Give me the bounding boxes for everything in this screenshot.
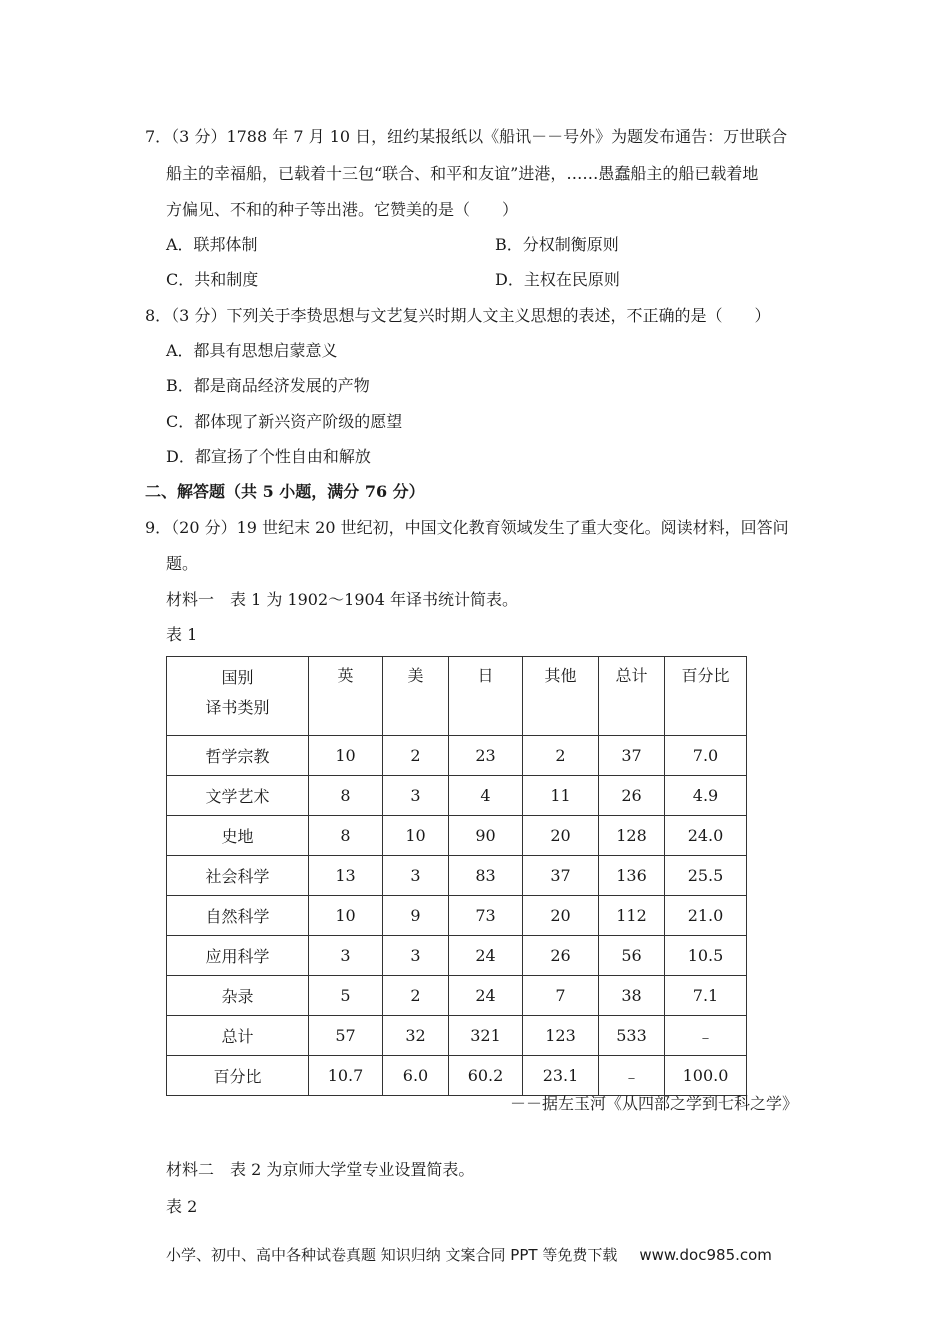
table-cell: 8 (309, 816, 383, 856)
table-cell: 26 (599, 776, 665, 816)
table-cell: 24 (449, 976, 523, 1016)
row-category-cell: 杂录 (167, 976, 309, 1016)
q7-option-d: D．主权在民原则 (495, 270, 620, 289)
row-category-cell: 自然科学 (167, 896, 309, 936)
table-cell: 10.7 (309, 1056, 383, 1096)
table-cell: 3 (383, 776, 449, 816)
table-cell: 24 (449, 936, 523, 976)
section-heading: 二、解答题（共 5 小题，满分 76 分） (145, 482, 425, 501)
row-category-cell: 史地 (167, 816, 309, 856)
table-row (167, 896, 747, 936)
q8-option-a: A．都具有思想启蒙意义 (166, 341, 338, 360)
table-cell: 4.9 (665, 776, 747, 816)
table-cell: 26 (523, 936, 599, 976)
table-cell: 37 (599, 736, 665, 776)
table-cell: 2 (383, 976, 449, 1016)
q8-option-c: C．都体现了新兴资产阶级的愿望 (166, 412, 403, 431)
q9-line-1: 9．（20 分）19 世纪末 20 世纪初，中国文化教育领域发生了重大变化。阅读材料，回答问 (145, 518, 789, 537)
table-cell: 533 (599, 1016, 665, 1056)
table-cell: 9 (383, 896, 449, 936)
q7-option-b: B．分权制衡原则 (495, 235, 619, 254)
table-2-label: 表 2 (166, 1197, 198, 1216)
table-cell: 25.5 (665, 856, 747, 896)
table-corner-header (167, 657, 309, 736)
table-cell: 20 (523, 896, 599, 936)
q8-option-b: B．都是商品经济发展的产物 (166, 376, 370, 395)
row-category-cell: 百分比 (167, 1056, 309, 1096)
table-cell: 123 (523, 1016, 599, 1056)
table-cell: 32 (383, 1016, 449, 1056)
table-cell: 7 (523, 976, 599, 1016)
table-row (167, 1056, 747, 1096)
table-cell: 7.1 (665, 976, 747, 1016)
table-cell: 136 (599, 856, 665, 896)
column-header: 总计 (599, 657, 665, 736)
q8-option-d: D．都宣扬了个性自由和解放 (166, 447, 371, 466)
table-row (167, 816, 747, 856)
table-cell: 6.0 (383, 1056, 449, 1096)
table-cell: 8 (309, 776, 383, 816)
column-header: 百分比 (665, 657, 747, 736)
table-cell: 10 (383, 816, 449, 856)
row-category-cell: 文学艺术 (167, 776, 309, 816)
table-cell: 73 (449, 896, 523, 936)
table-row (167, 856, 747, 896)
table-row (167, 936, 747, 976)
row-category-cell: 社会科学 (167, 856, 309, 896)
table-cell: ﹣ (599, 1056, 665, 1096)
table-row (167, 1016, 747, 1056)
table-row (167, 736, 747, 776)
table-cell: 10 (309, 896, 383, 936)
table-cell: 83 (449, 856, 523, 896)
row-category-cell: 总计 (167, 1016, 309, 1056)
table-cell: 2 (383, 736, 449, 776)
q7-line-2: 船主的幸福船，已载着十三包“联合、和平和友谊”进港，……愚蠢船主的船已载着地 (166, 164, 759, 183)
table-cell: 24.0 (665, 816, 747, 856)
table-cell: 4 (449, 776, 523, 816)
column-header: 英 (309, 657, 383, 736)
q9-line-2: 题。 (166, 554, 199, 573)
table-cell: 37 (523, 856, 599, 896)
table-cell: 3 (309, 936, 383, 976)
table-cell: 2 (523, 736, 599, 776)
q8-line-1: 8．（3 分）下列关于李贽思想与文艺复兴时期人文主义思想的表述，不正确的是（ ） (145, 306, 771, 325)
table-cell: 100.0 (665, 1056, 747, 1096)
column-header: 美 (383, 657, 449, 736)
column-header: 其他 (523, 657, 599, 736)
table-cell: 10.5 (665, 936, 747, 976)
table-cell: 11 (523, 776, 599, 816)
table-cell: 23 (449, 736, 523, 776)
table-cell: 38 (599, 976, 665, 1016)
translation-stats-table (166, 656, 747, 1096)
table-cell: 20 (523, 816, 599, 856)
table-row (167, 776, 747, 816)
table-cell: 21.0 (665, 896, 747, 936)
table-source: －－据左玉河《从四部之学到七科之学》 (510, 1094, 799, 1113)
table-cell: 3 (383, 936, 449, 976)
q7-option-a: A．联邦体制 (166, 235, 258, 254)
header-country: 国别 (221, 668, 254, 687)
table-cell: 13 (309, 856, 383, 896)
footer-url: www.doc985.com (639, 1246, 772, 1264)
q7-line-3: 方偏见、不和的种子等出港。它赞美的是（ ） (166, 200, 519, 219)
table-cell: 57 (309, 1016, 383, 1056)
column-header: 日 (449, 657, 523, 736)
table-header-row (167, 657, 747, 736)
table-cell: 56 (599, 936, 665, 976)
table-cell: 3 (383, 856, 449, 896)
material-1-intro: 材料一 表 1 为 1902～1904 年译书统计简表。 (166, 590, 518, 609)
row-category-cell: 应用科学 (167, 936, 309, 976)
q7-option-c: C．共和制度 (166, 270, 259, 289)
table-1-label: 表 1 (166, 625, 198, 644)
table-cell: 112 (599, 896, 665, 936)
table-cell: ﹣ (665, 1016, 747, 1056)
footer-text: 小学、初中、高中各种试卷真题 知识归纳 文案合同 PPT 等免费下载 (166, 1246, 618, 1264)
table-cell: 128 (599, 816, 665, 856)
table-cell: 321 (449, 1016, 523, 1056)
table-cell: 10 (309, 736, 383, 776)
table-row (167, 976, 747, 1016)
material-2-intro: 材料二 表 2 为京师大学堂专业设置简表。 (166, 1160, 475, 1179)
table-cell: 90 (449, 816, 523, 856)
table-cell: 60.2 (449, 1056, 523, 1096)
page-footer (166, 1244, 772, 1265)
row-category-cell: 哲学宗教 (167, 736, 309, 776)
table-cell: 23.1 (523, 1056, 599, 1096)
table-cell: 7.0 (665, 736, 747, 776)
table-body (167, 736, 747, 1096)
q7-line-1: 7．（3 分）1788 年 7 月 10 日，纽约某报纸以《船讯－－号外》为题发布通告：万世联合 (145, 127, 788, 146)
header-category: 译书类别 (205, 698, 270, 717)
table-cell: 5 (309, 976, 383, 1016)
